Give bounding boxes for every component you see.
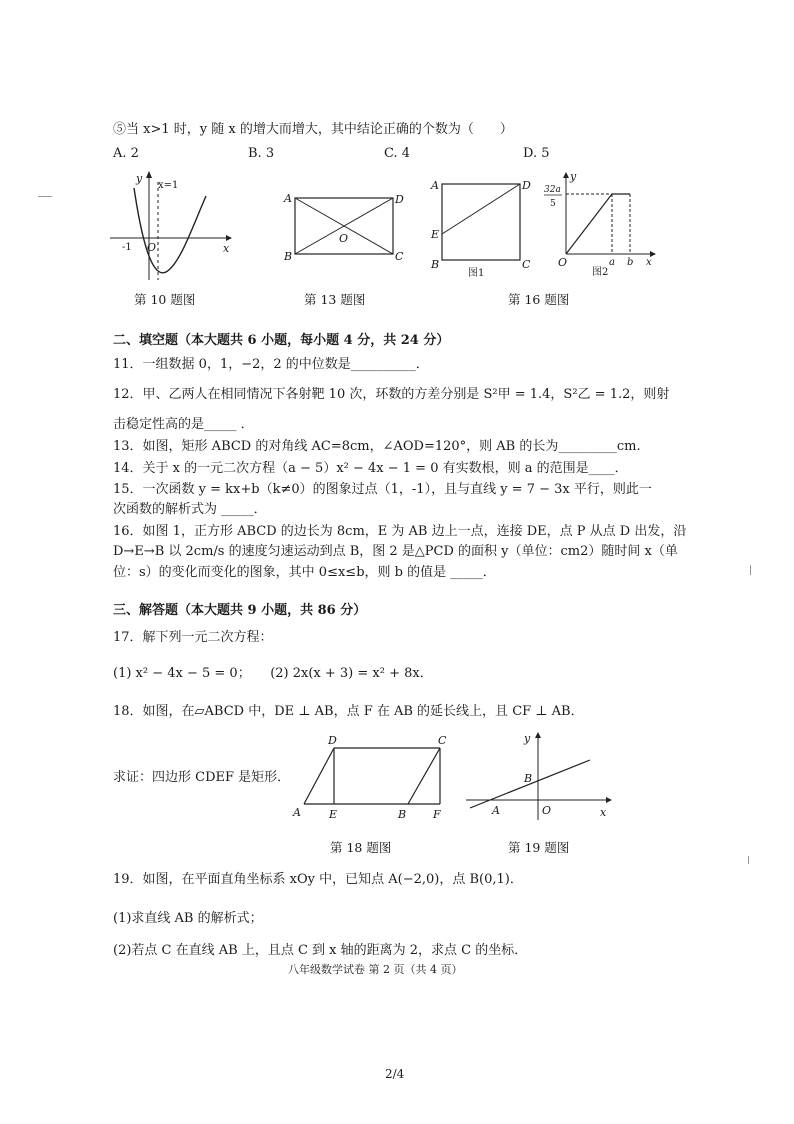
f13-label-b: B — [284, 250, 293, 263]
question-16-line-3: 位：s）的变化而变化的图象，其中 0≤x≤b，则 b 的值是 _____． — [113, 565, 496, 580]
question-19-part-1: (1)求直线 AB 的解析式； — [113, 911, 263, 926]
f16-frac-num: 32a — [544, 185, 561, 195]
f10-origin-label: O — [147, 241, 157, 254]
section-3-heading: 三、解答题（本大题共 9 小题，共 86 分） — [113, 603, 367, 618]
f18-label-f: F — [433, 808, 441, 821]
f16-a-label: a — [609, 257, 615, 268]
f18-label-e: E — [329, 808, 338, 821]
f10-line-label: x=1 — [158, 180, 179, 191]
question-15-line-1: 15．一次函数 y = kx+b（k≠0）的图象过点（1，-1），且与直线 y = 7 − 3x 平行，则此一 — [113, 482, 652, 497]
f16-label-a: A — [431, 179, 439, 192]
f16-fig1-label: 图1 — [468, 268, 485, 279]
q10-option-b: B. 3 — [248, 146, 275, 161]
q10-option-d: D. 5 — [523, 146, 550, 161]
f13-label-a: A — [284, 192, 292, 205]
question-11: 11．一组数据 0，1，−2，2 的中位数是__________． — [113, 357, 429, 372]
question-18-prove: 求证：四边形 CDEF 是矩形． — [113, 770, 291, 785]
f19-a-label: A — [492, 804, 500, 817]
question-19: 19．如图，在平面直角坐标系 xOy 中，已知点 A(−2,0)，点 B(0,1)． — [113, 872, 523, 887]
f16-label-b: B — [431, 258, 440, 271]
f18-label-d: D — [328, 734, 337, 747]
figure-16-square — [428, 176, 538, 279]
f16-fig2-label: 图2 — [592, 267, 609, 278]
question-12-line-2: 击稳定性高的是_____ ． — [113, 417, 254, 432]
figure-10-parabola — [100, 168, 240, 288]
question-12-line-1: 12．甲、乙两人在相同情况下各射靶 10 次，环数的方差分别是 S²甲 = 1.4，S²乙 = 1.2，则射 — [113, 387, 670, 402]
scan-mark — [38, 196, 52, 197]
f19-x-label: x — [600, 806, 607, 819]
f13-label-d: D — [395, 193, 404, 206]
question-15-line-2: 次函数的解析式为 _____． — [113, 502, 267, 517]
question-16-line-1: 16．如图 1，正方形 ABCD 的边长为 8cm，E 为 AB 边上一点，连接 DE，点 P 从点 D 出发，沿 — [113, 524, 687, 539]
q10-statement-5: ⑤当 x>1 时，y 随 x 的增大而增大，其中结论正确的个数为（ ） — [113, 122, 513, 137]
figure-18-caption: 第 18 题图 — [330, 840, 392, 855]
question-19-part-2: (2)若点 C 在直线 AB 上，且点 C 到 x 轴的距离为 2，求点 C 的坐标． — [113, 943, 528, 958]
f18-label-c: C — [438, 734, 447, 747]
f19-y-label: y — [524, 732, 531, 745]
f16-origin-label: O — [558, 256, 568, 269]
f16-b-label: b — [627, 257, 634, 268]
figure-19-caption: 第 19 题图 — [508, 840, 570, 855]
f19-origin-label: O — [542, 804, 552, 817]
question-14: 14．关于 x 的一元二次方程（a − 5）x² − 4x − 1 = 0 有实数根，则 a 的范围是____． — [113, 461, 628, 476]
page-footer: 八年级数学试卷 第 2 页（共 4 页） — [288, 963, 463, 976]
f16-frac-den: 5 — [550, 199, 556, 209]
question-16-line-2: D→E→B 以 2cm/s 的速度匀速运动到点 B，图 2 是△PCD 的面积 y（单位：cm2）随时间 x（单 — [113, 544, 678, 559]
f13-label-c: C — [395, 250, 404, 263]
f16-label-c: C — [522, 258, 531, 271]
f13-label-o: O — [339, 232, 349, 245]
figure-16-caption: 第 16 题图 — [508, 292, 570, 307]
f16-label-d: D — [522, 179, 531, 192]
section-2-heading: 二、填空题（本大题共 6 小题，每小题 4 分，共 24 分） — [113, 333, 450, 348]
f10-x-label: x — [223, 242, 230, 255]
page-indicator: 2/4 — [385, 1067, 405, 1081]
f18-label-b: B — [398, 808, 407, 821]
figure-13-caption: 第 13 题图 — [304, 292, 366, 307]
q10-option-a: A. 2 — [113, 146, 139, 161]
f10-y-label: y — [136, 172, 143, 185]
figure-18-parallelogram — [290, 734, 452, 824]
f19-b-label: B — [524, 772, 533, 785]
f10-neg1-label: -1 — [122, 242, 132, 253]
q10-option-c: C. 4 — [384, 146, 411, 161]
figure-13-rectangle — [282, 188, 412, 268]
question-17-parts: (1) x² − 4x − 5 = 0； (2) 2x(x + 3) = x² + 8x． — [113, 666, 433, 681]
f16-x-label: x — [646, 257, 652, 268]
question-17: 17．解下列一元二次方程： — [113, 630, 273, 645]
f16-label-e: E — [431, 228, 440, 241]
figure-16-area-graph — [540, 170, 660, 280]
question-13: 13．如图，矩形 ABCD 的对角线 AC=8cm，∠AOD=120°，则 AB 的长为_________cm. — [113, 439, 641, 454]
scan-mark-right-lower — [748, 856, 749, 864]
scan-mark-right — [750, 565, 751, 575]
question-18: 18．如图，在▱ABCD 中，DE ⊥ AB，点 F 在 AB 的延长线上，且 CF ⊥ AB． — [113, 704, 584, 719]
f18-label-a: A — [293, 806, 301, 819]
figure-19-coordinate-line — [460, 730, 620, 824]
figure-10-caption: 第 10 题图 — [134, 292, 196, 307]
f16-y-label: y — [570, 170, 577, 183]
